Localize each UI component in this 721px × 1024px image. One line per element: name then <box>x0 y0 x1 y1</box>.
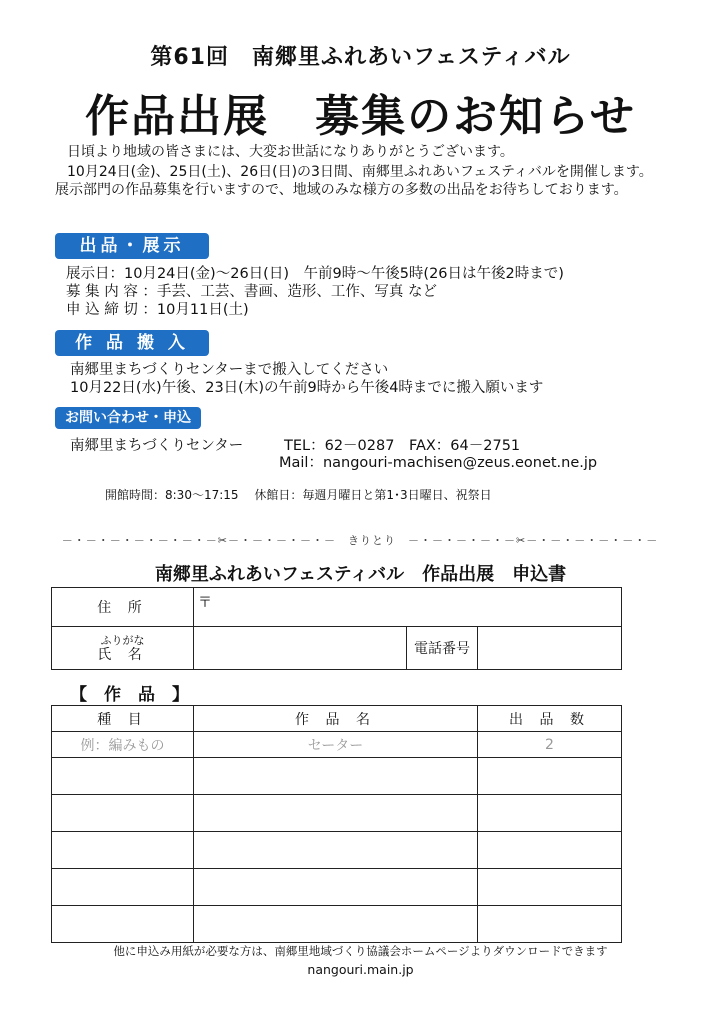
dash-line: －・－・－・－・－ <box>396 534 516 547</box>
event-subtitle: 第61回 南郷里ふれあいフェスティバル <box>150 45 571 70</box>
table-row <box>52 869 622 906</box>
title-input[interactable] <box>194 795 478 832</box>
scissors-icon: ✂ <box>217 534 228 547</box>
footer-note: 他に申込み用紙が必要な方は、南郷里地域づくり協議会ホームページよりダウンロードできます <box>113 944 608 958</box>
table-row <box>52 795 622 832</box>
dash-line: －・－・－・－・－・－ <box>526 534 659 547</box>
title-input[interactable] <box>194 869 478 906</box>
category-input[interactable] <box>52 869 194 906</box>
example-title: セーター <box>194 732 478 758</box>
count-input[interactable] <box>478 758 622 795</box>
address-label: 住 所 <box>52 588 194 627</box>
title-input[interactable] <box>194 832 478 869</box>
name-field[interactable] <box>194 627 407 670</box>
title-input[interactable] <box>194 758 478 795</box>
cut-line-label: きりとり <box>348 534 396 547</box>
opening-hours: 開館時間：8:30～17:15 休館日：毎週月曜日と第1･3日曜日、祝祭日 <box>105 488 492 502</box>
contact-mail: Mail：nangouri-machisen@zeus.eonet.ne.jp <box>279 455 598 471</box>
scissors-icon: ✂ <box>516 534 527 547</box>
column-header-title: 作 品 名 <box>194 706 478 732</box>
intro-greeting: 日頃より地域の皆さまには、大変お世話になりありがとうございます。 <box>67 144 514 160</box>
example-count: 2 <box>478 732 622 758</box>
exhibit-deadline: 申 込 締 切 ：10月11日(土) <box>66 302 249 318</box>
column-header-category: 種 目 <box>52 706 194 732</box>
footer-url[interactable]: nangouri.main.jp <box>307 962 414 977</box>
category-input[interactable] <box>52 795 194 832</box>
example-category: 例：編みもの <box>52 732 194 758</box>
furigana-label: ふりがな <box>100 634 145 647</box>
applicant-table <box>51 587 622 670</box>
table-row <box>52 832 622 869</box>
count-input[interactable] <box>478 906 622 943</box>
dash-line: －・－・－・－・－・－・－ <box>61 534 218 547</box>
postal-mark: 〒 <box>198 595 212 611</box>
section-heading-exhibit: 出品・展示 <box>55 233 209 259</box>
name-label: 氏 名 <box>97 647 148 663</box>
contact-center-name: 南郷里まちづくりセンター <box>70 438 244 454</box>
name-label-cell <box>52 627 194 670</box>
count-input[interactable] <box>478 832 622 869</box>
dash-line: －・－・－・－・－ <box>228 534 348 547</box>
address-field[interactable] <box>194 588 622 627</box>
count-input[interactable] <box>478 795 622 832</box>
column-header-count: 出 品 数 <box>478 706 622 732</box>
count-input[interactable] <box>478 869 622 906</box>
contact-tel-fax: TEL：62－0287 FAX：64－2751 <box>284 438 521 454</box>
page-title: 作品出展 募集のお知らせ <box>85 91 636 142</box>
exhibit-dates: 展示日：10月24日(金)～26日(日) 午前9時～午後5時(26日は午後2時まで) <box>66 266 564 282</box>
delivery-schedule: 10月22日(水)午後、23日(木)の午前9時から午後4時までに搬入願います <box>70 380 544 396</box>
works-table <box>51 705 622 943</box>
phone-label: 電話番号 <box>407 627 478 670</box>
exhibit-categories: 募 集 内 容 ：手芸、工芸、書画、造形、工作、写真 など <box>66 284 438 300</box>
table-row <box>52 758 622 795</box>
table-row <box>52 906 622 943</box>
intro-body: 10月24日(金)、25日(土)、26日(日)の3日間、南郷里ふれあいフェスティバルを開催します。展示部門の作品募集を行いますので、地域のみな様方の多数の出品をお待ちしております。 <box>55 164 653 198</box>
delivery-place: 南郷里まちづくりセンターまで搬入してください <box>70 362 389 378</box>
title-input[interactable] <box>194 906 478 943</box>
phone-field[interactable] <box>478 627 622 670</box>
works-heading: 【 作 品 】 <box>70 685 189 705</box>
category-input[interactable] <box>52 832 194 869</box>
section-heading-delivery: 作 品 搬 入 <box>55 330 209 356</box>
form-title: 南郷里ふれあいフェスティバル 作品出展 申込書 <box>154 564 567 585</box>
cut-line <box>50 532 670 548</box>
category-input[interactable] <box>52 906 194 943</box>
section-heading-contact: お問い合わせ・申込 <box>55 407 201 429</box>
category-input[interactable] <box>52 758 194 795</box>
